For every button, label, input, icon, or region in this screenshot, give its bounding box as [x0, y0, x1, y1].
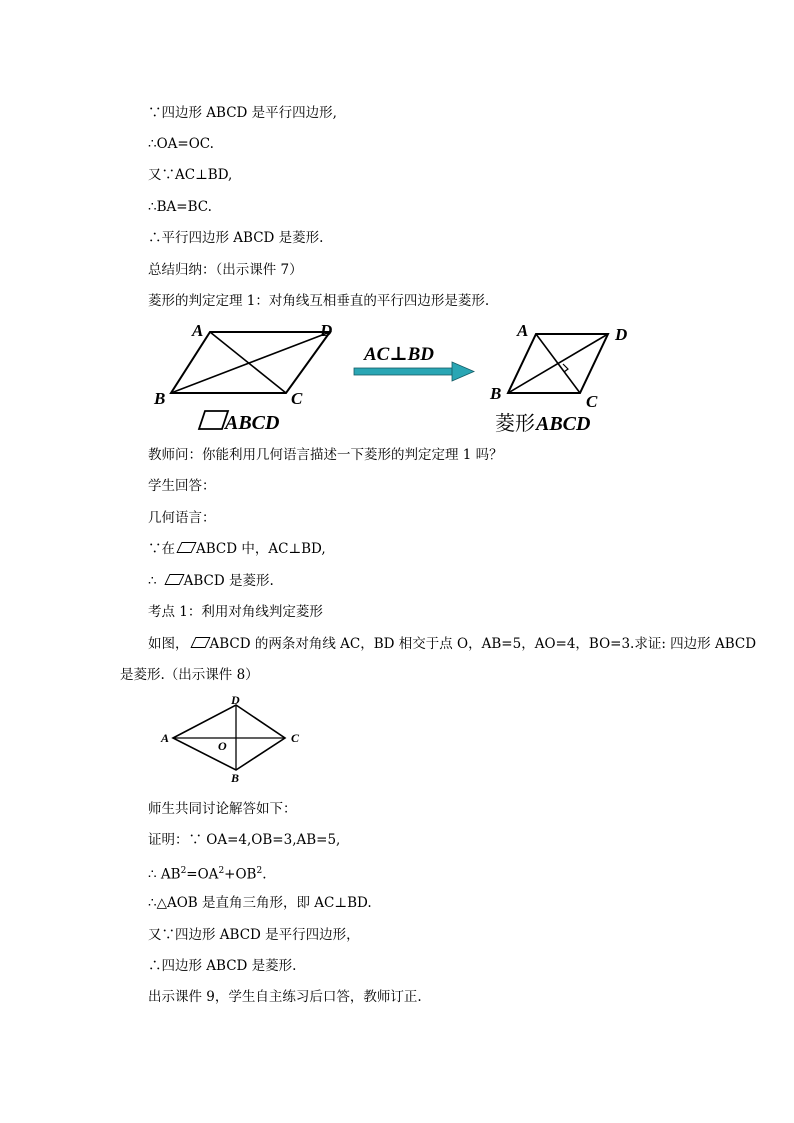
student-answer: 学生回答：: [148, 478, 216, 494]
parallelogram-symbol-icon: [176, 542, 196, 553]
problem-prefix: 如图，: [148, 636, 189, 652]
label-B: B: [231, 771, 240, 785]
label-D: D: [231, 693, 240, 707]
condition-rest: ABCD 中，AC⊥BD,: [196, 541, 326, 557]
theorem-line: 菱形的判定定理 1：对角线互相垂直的平行四边形是菱形.: [148, 293, 490, 309]
exponent: 2: [180, 866, 187, 876]
arrow-figure: [354, 344, 474, 381]
text-line-1: ∵四边形 ABCD 是平行四边形,: [148, 105, 337, 121]
label-B-right: B: [490, 384, 502, 403]
proof-line-1: 证明：∵ OA=4,OB=3,AB=5,: [148, 832, 341, 848]
exam-point-heading: 考点 1：利用对角线判定菱形: [148, 604, 323, 620]
proof-line-3: ∴△AOB 是直角三角形，即 AC⊥BD.: [148, 895, 372, 911]
text-line-5: ∴平行四边形 ABCD 是菱形.: [148, 230, 324, 246]
proof-ab: ∴ AB: [148, 866, 181, 883]
problem-rest: ABCD 的两条对角线 AC，BD 相交于点 O，AB=5，AO=4，BO=3.求证: 四边形 ABCD: [209, 636, 757, 652]
period: .: [262, 866, 267, 883]
text-line-6: 总结归纳：（出示课件 7）: [148, 262, 303, 278]
text-line-2: ∴OA=OC.: [148, 136, 214, 152]
proof-line-5: ∴四边形 ABCD 是菱形.: [148, 958, 297, 974]
label-A: A: [161, 731, 170, 745]
text-line-3: 又∵AC⊥BD,: [148, 167, 233, 183]
proof-ob: +OB: [224, 866, 257, 883]
text-line-4: ∴BA=BC.: [148, 199, 212, 215]
caption-right-cn: 菱形: [495, 411, 535, 435]
discussion-line: 师生共同讨论解答如下：: [148, 801, 297, 817]
proof-line-2: [148, 862, 267, 884]
conclusion-rest: ABCD 是菱形.: [183, 573, 274, 589]
condition-prefix: ∵在: [148, 541, 175, 557]
figure-parallelogram-to-rhombus: [140, 318, 640, 438]
proof-line-4: 又∵四边形 ABCD 是平行四边形，: [148, 927, 360, 943]
label-A-left: A: [192, 321, 204, 340]
teacher-question: 教师问：你能利用几何语言描述一下菱形的判定定理 1 吗？: [148, 447, 503, 463]
parallelogram-figure: [153, 321, 332, 434]
exponent: 2: [218, 866, 225, 876]
arrow-right-icon: [452, 362, 474, 381]
closing-line: 出示课件 9，学生自主练习后口答，教师订正.: [148, 989, 422, 1005]
problem-line-2: 是菱形.（出示课件 8）: [120, 667, 259, 683]
caption-right: ABCD: [536, 413, 591, 435]
problem-line-1: [148, 635, 756, 653]
figure-rhombus-abcd: [155, 690, 315, 790]
conclusion-line: [148, 572, 274, 590]
arrow-label: AC⊥BD: [364, 344, 434, 365]
exponent: 2: [256, 866, 263, 876]
label-C-left: C: [291, 389, 303, 408]
parallelogram-symbol-icon: [199, 411, 228, 429]
parallelogram-symbol-icon: [190, 637, 210, 648]
proof-oa: =OA: [186, 866, 219, 883]
label-C: C: [291, 731, 300, 745]
label-D-right: D: [615, 325, 628, 344]
geometry-language: 几何语言：: [148, 510, 216, 526]
condition-line: [148, 540, 326, 558]
label-O: O: [218, 739, 227, 753]
arrow-shaft: [354, 368, 454, 375]
rhombus-figure: [489, 321, 627, 435]
label-B-left: B: [154, 389, 166, 408]
label-D-left: D: [320, 321, 333, 340]
caption-left: ABCD: [225, 412, 280, 434]
conclusion-prefix: ∴: [148, 573, 157, 589]
parallelogram-symbol-icon: [164, 574, 184, 585]
label-C-right: C: [586, 392, 598, 411]
label-A-right: A: [517, 321, 529, 340]
